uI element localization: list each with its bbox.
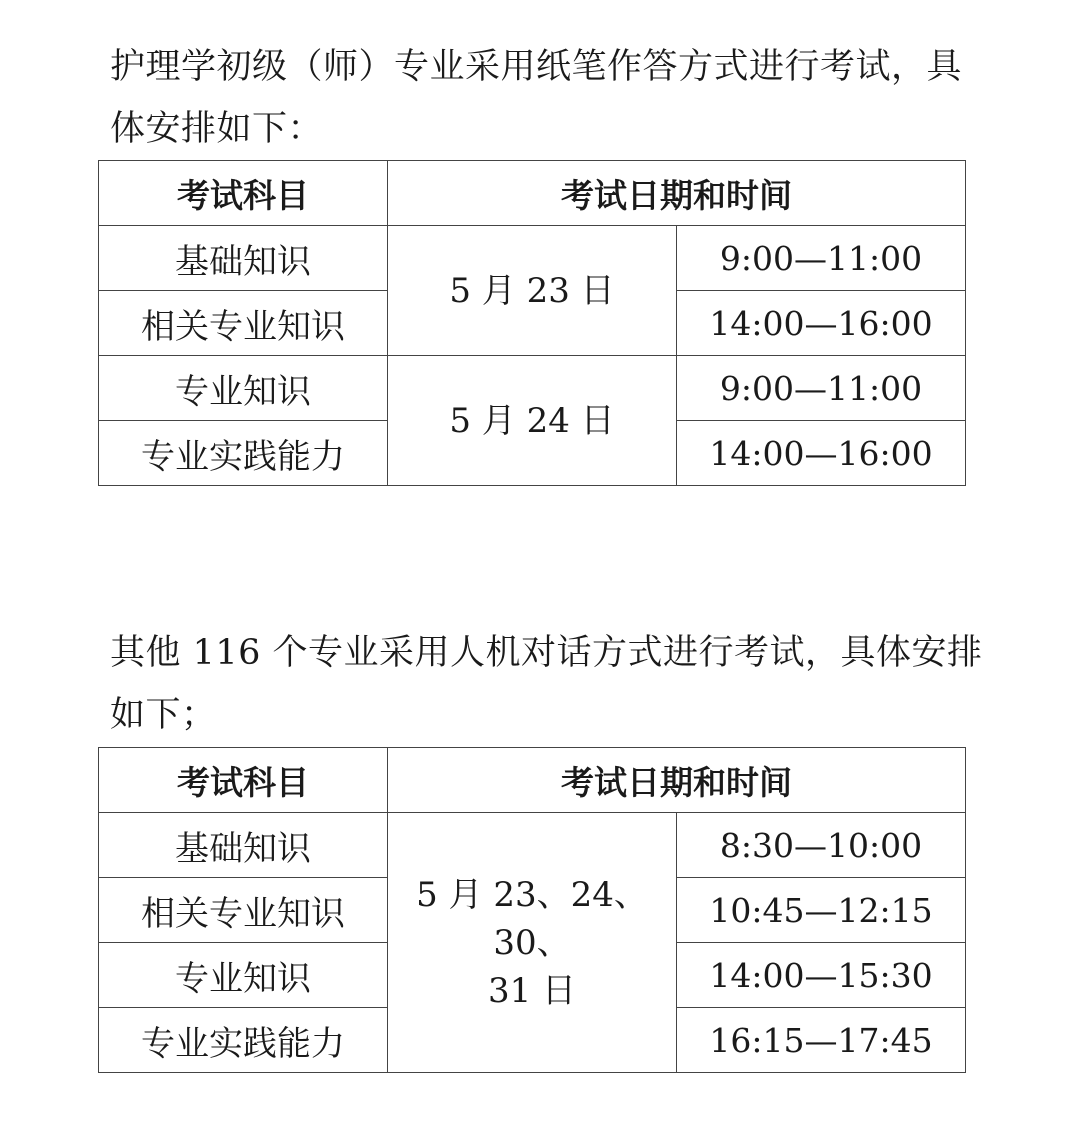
date-cell: 5 月 24 日: [388, 356, 677, 486]
time-cell: 8:30—10:00: [677, 813, 966, 878]
subject-cell: 专业知识: [99, 943, 388, 1008]
subject-cell: 基础知识: [99, 226, 388, 291]
table-row: [99, 813, 966, 878]
header-subject: 考试科目: [99, 161, 388, 226]
computer-exam-schedule-table: [98, 747, 966, 1073]
date-line: 5 月 23、24、30、: [416, 874, 648, 963]
date-cell: [388, 813, 677, 1073]
subject-cell: 专业实践能力: [99, 421, 388, 486]
time-cell: 9:00—11:00: [677, 226, 966, 291]
subject-cell: 专业实践能力: [99, 1008, 388, 1073]
table-row: [99, 356, 966, 421]
time-cell: 9:00—11:00: [677, 356, 966, 421]
subject-cell: 相关专业知识: [99, 878, 388, 943]
time-cell: 16:15—17:45: [677, 1008, 966, 1073]
intro-paragraph-computer-exam: 其他 116 个专业采用人机对话方式进行考试，具体安排如下；: [110, 633, 983, 735]
table-header-row: [99, 748, 966, 813]
date-cell: 5 月 23 日: [388, 226, 677, 356]
date-line: 31 日: [487, 970, 577, 1011]
subject-cell: 基础知识: [99, 813, 388, 878]
subject-cell: 专业知识: [99, 356, 388, 421]
header-subject: 考试科目: [99, 748, 388, 813]
table-row: [99, 226, 966, 291]
time-cell: 14:00—16:00: [677, 291, 966, 356]
header-datetime: 考试日期和时间: [388, 748, 966, 813]
paper-exam-schedule-table: [98, 160, 966, 486]
intro-paragraph-paper-exam: 护理学初级（师）专业采用纸笔作答方式进行考试，具体安排如下：: [110, 47, 963, 149]
time-cell: 14:00—15:30: [677, 943, 966, 1008]
table-header-row: [99, 161, 966, 226]
header-datetime: 考试日期和时间: [388, 161, 966, 226]
time-cell: 10:45—12:15: [677, 878, 966, 943]
subject-cell: 相关专业知识: [99, 291, 388, 356]
time-cell: 14:00—16:00: [677, 421, 966, 486]
